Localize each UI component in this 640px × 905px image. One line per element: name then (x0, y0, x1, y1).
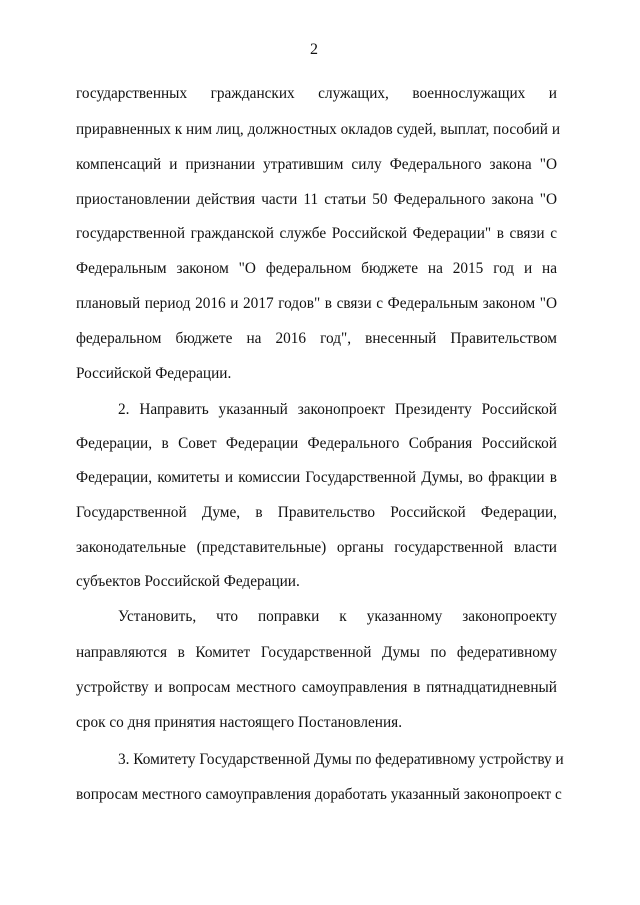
text-line: срок со дня принятия настоящего Постановления. (76, 714, 403, 731)
text-line: Федеральным законом "О федеральном бюджете на 2015 год и на (76, 260, 557, 277)
text-line: устройству и вопросам местного самоуправления в пятнадцатидневный (76, 679, 557, 696)
text-line: приравненных к ним лиц, должностных окладов судей, выплат, пособий и (76, 121, 561, 138)
text-line: государственных гражданских служащих, военнослужащих и (76, 85, 557, 102)
text-line: Установить, что поправки к указанному законопроекту (118, 608, 557, 625)
text-line: субъектов Российской Федерации. (76, 573, 300, 590)
text-line: направляются в Комитет Государственной Думы по федеративному (76, 644, 557, 661)
text-line: государственной гражданской службе Российской Федерации" в связи с (76, 225, 557, 242)
text-line: компенсаций и признании утратившим силу Федерального закона "О (76, 156, 557, 173)
text-line: плановый период 2016 и 2017 годов" в связи с Федеральным законом "О (76, 295, 557, 312)
text-line: вопросам местного самоуправления доработать указанный законопроект с (76, 786, 562, 803)
text-line: Федерации, в Совет Федерации Федерального Собрания Российской (76, 435, 557, 452)
page-number: 2 (310, 41, 318, 58)
text-line: Российской Федерации. (76, 365, 232, 382)
text-line: 2. Направить указанный законопроект Президенту Российской (118, 401, 557, 418)
text-line: 3. Комитету Государственной Думы по федеративному устройству и (118, 751, 564, 768)
text-line: федеральном бюджете на 2016 год", внесенный Правительством (76, 330, 557, 347)
text-line: законодательные (представительные) органы государственной власти (76, 539, 557, 556)
text-line: приостановлении действия части 11 статьи 50 Федерального закона "О (76, 191, 557, 208)
text-line: Федерации, комитеты и комиссии Государственной Думы, во фракции в (76, 469, 557, 486)
text-line: Государственной Думе, в Правительство Российской Федерации, (76, 504, 557, 521)
